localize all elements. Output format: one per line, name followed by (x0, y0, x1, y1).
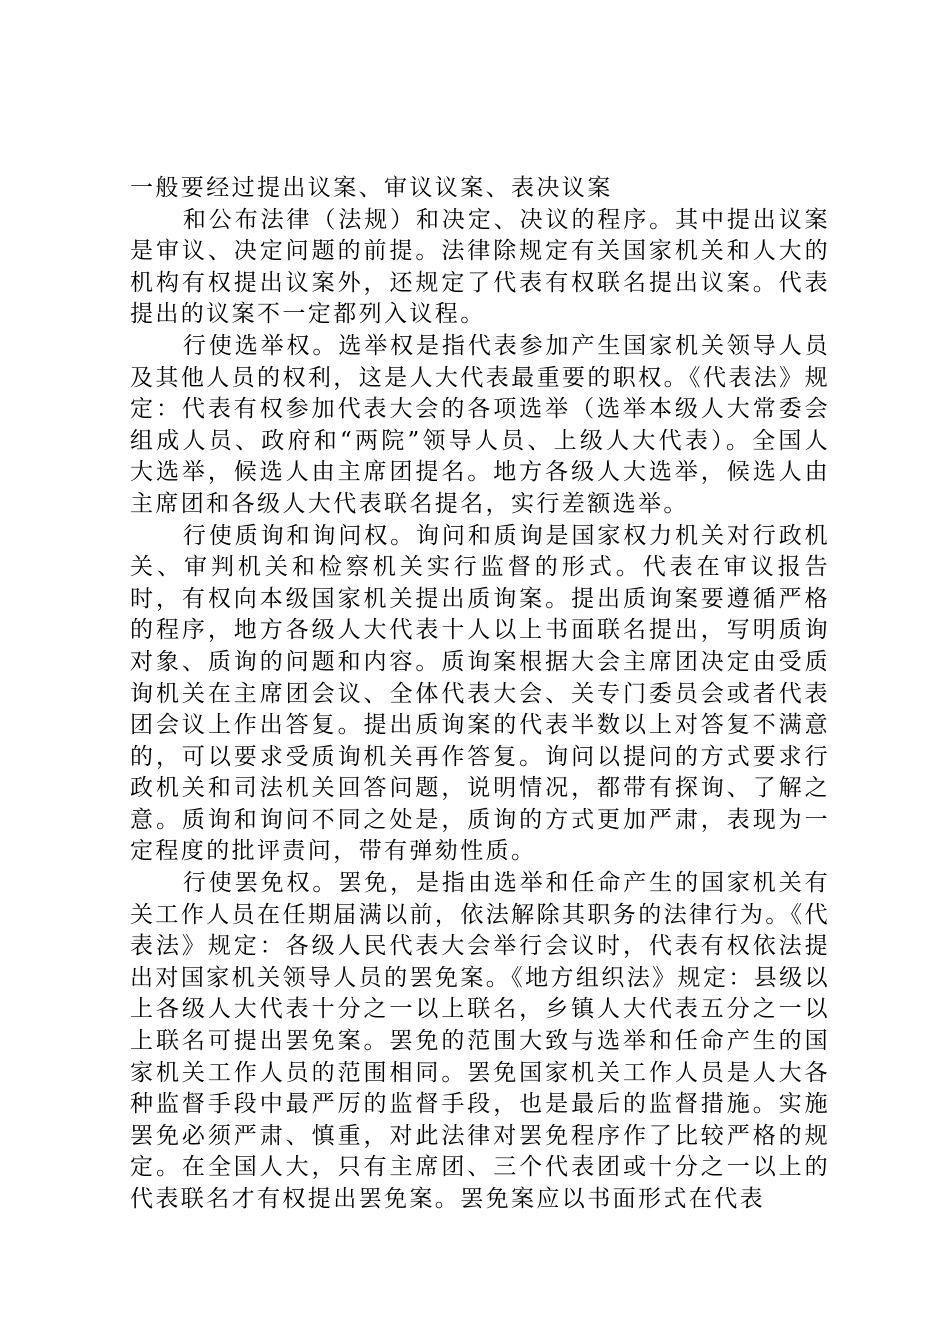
document-body (130, 173, 830, 1216)
paragraph-continuation: 一般要经过提出议案、审议议案、表决议案 (130, 175, 613, 201)
paragraph-inquiry-right: 行使质询和询问权。询问和质询是国家权力机关对行政机关、审判机关和检察机关实行监督的形式。代表在审议报告时，有权向本级国家机关提出质询案。提出质询案要遵循严格的程序，地方各级人大代表十人以上书面联名提出，写明质询对象、质询的问题和内容。质询案根据大会主席团决定由受质询机关在主席团会议、全体代表大会、关专门委员会或者代表团会议上作出答复。提出质询案的代表半数以上对答复不满意的，可以要求受质询机关再作答复。询问以提问的方式要求行政机关和司法机关回答问题，说明情况，都带有探询、了解之意。质询和询问不同之处是，质询的方式更加严肃，表现为一定程度的批评责问，带有弹劾性质。 (130, 522, 830, 865)
paragraph-recall-right: 行使罢免权。罢免，是指由选举和任命产生的国家机关有关工作人员在任期届满以前，依法解除其职务的法律行为。《代表法》规定：各级人民代表大会举行会议时，代表有权依法提出对国家机关领导人员的罢免案。《地方组织法》规定：县级以上各级人大代表十分之一以上联名，乡镇人大代表五分之一以上联名可提出罢免案。罢免的范围大致与选举和任命产生的国家机关工作人员的范围相同。罢免国家机关工作人员是人大各种监督手段中最严厉的监督手段，也是最后的监督措施。实施罢免必须严肃、慎重，对此法律对罢免程序作了比较严格的规定。在全国人大，只有主席团、三个代表团或十分之一以上的代表联名才有权提出罢免案。罢免案应以书面形式在代表 (130, 870, 830, 1212)
paragraph-election-right: 行使选举权。选举权是指代表参加产生国家机关领导人员及其他人员的权利，这是人大代表最重要的职权。《代表法》规定：代表有权参加代表大会的各项选举（选举本级人大常委会组成人员、政府和“两院”领导人员、上级人大代表）。全国人大选举，候选人由主席团提名。地方各级人大选举，候选人由主席团和各级人大代表联名提名，实行差额选举。 (130, 332, 830, 517)
paragraph-procedure: 和公布法律（法规）和决定、决议的程序。其中提出议案是审议、决定问题的前提。法律除规定有关国家机关和人大的机构有权提出议案外，还规定了代表有权联名提出议案。代表提出的议案不一定都列入议程。 (130, 206, 830, 328)
